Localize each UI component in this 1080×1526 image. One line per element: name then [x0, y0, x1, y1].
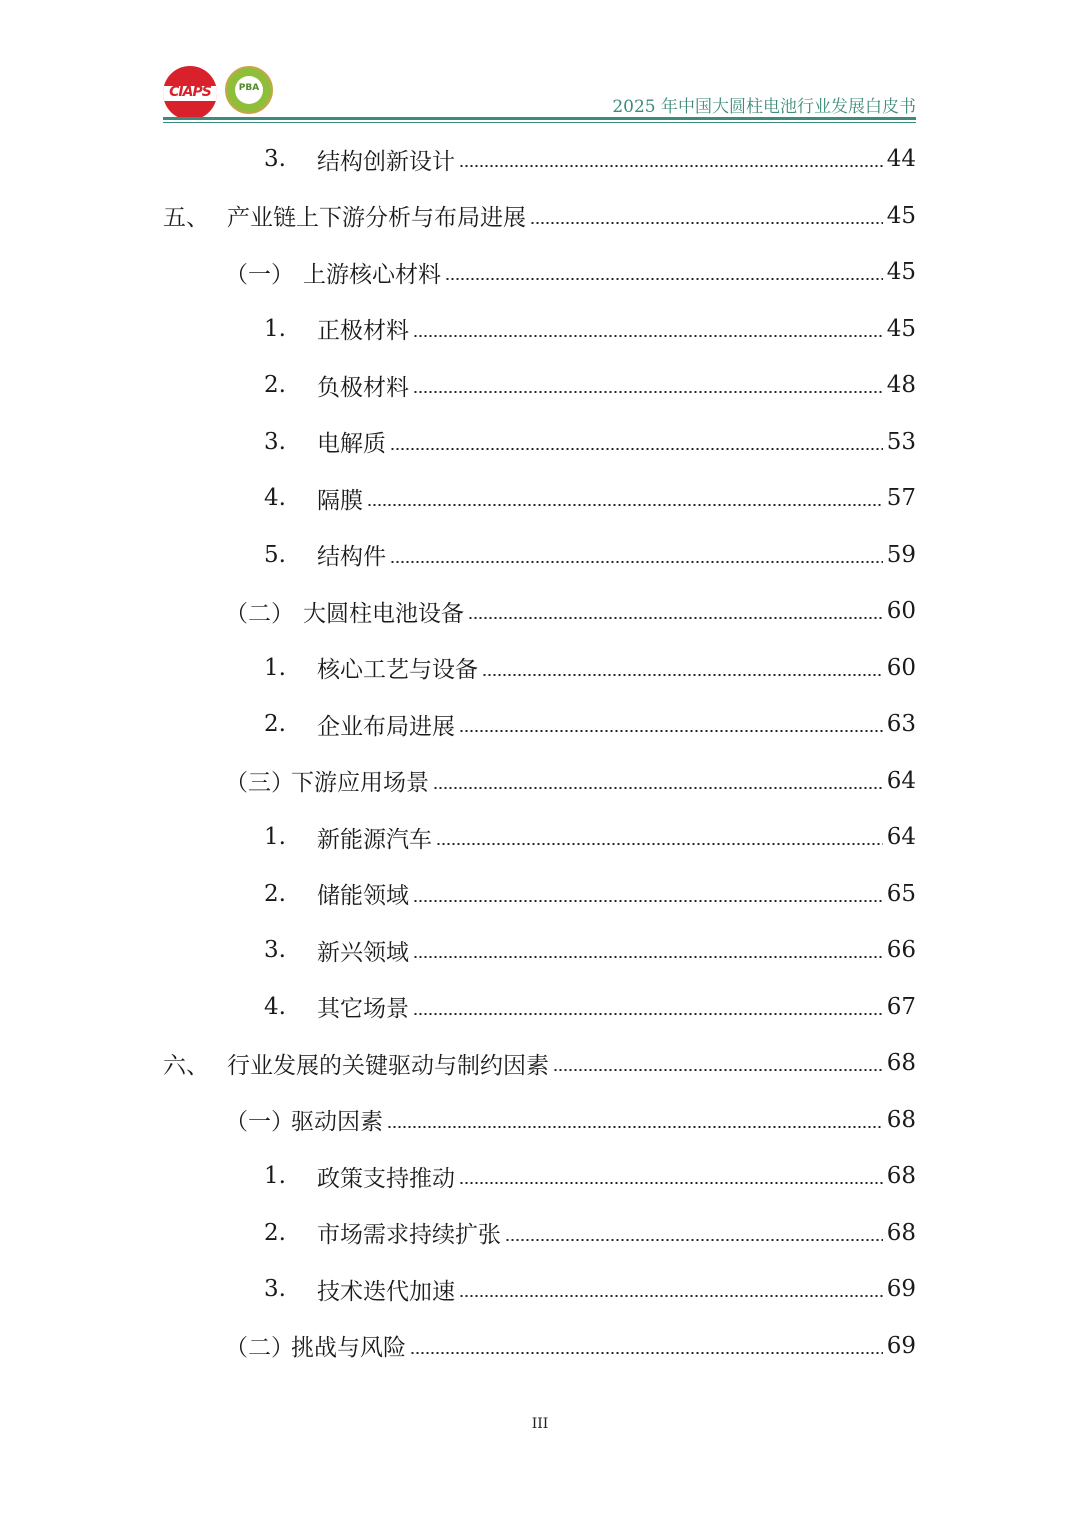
- toc-entry-title: 市场需求持续扩张: [317, 1222, 501, 1248]
- toc-entry-page: 57: [886, 485, 916, 511]
- toc-entry-title: 技术迭代加速: [317, 1278, 455, 1305]
- toc-leader-dots: [530, 222, 883, 224]
- toc-entry[interactable]: [225, 252, 916, 292]
- toc-entry[interactable]: [264, 1156, 916, 1196]
- toc-entry-page: 69: [886, 1332, 916, 1359]
- toc-entry-number: 4.: [264, 993, 286, 1020]
- toc-entry[interactable]: [264, 704, 916, 744]
- toc-entry-page: 60: [886, 654, 916, 681]
- toc-entry[interactable]: [225, 761, 916, 801]
- header-rule-thin: [163, 122, 916, 123]
- toc-leader-dots: [459, 1182, 883, 1184]
- toc-leader-dots: [413, 900, 883, 902]
- toc-entry-page: 45: [886, 315, 916, 342]
- toc-entry-number: 5.: [264, 541, 286, 568]
- toc-entry[interactable]: [225, 1326, 916, 1366]
- toc-entry-title: 其它场景: [317, 996, 409, 1022]
- toc-entry[interactable]: [225, 1100, 916, 1140]
- toc-entry-title: 结构件: [317, 544, 386, 570]
- toc-entry-number: 2.: [264, 880, 286, 907]
- toc-leader-dots: [413, 335, 883, 337]
- toc-entry-title: 下游应用场景: [291, 770, 429, 796]
- toc-entry[interactable]: [264, 987, 916, 1027]
- toc-entry-page: 59: [886, 541, 916, 568]
- toc-entry[interactable]: [225, 591, 916, 631]
- toc-entry-title: 核心工艺与设备: [317, 657, 478, 683]
- toc-entry-page: 67: [886, 993, 916, 1020]
- toc-entry-page: 60: [886, 598, 916, 624]
- toc-entry-page: 69: [886, 1276, 916, 1302]
- toc-entry-number: 3.: [264, 146, 286, 172]
- toc-entry-title: 负极材料: [317, 374, 409, 401]
- toc-leader-dots: [413, 391, 883, 393]
- toc-entry-page: 45: [886, 259, 916, 285]
- toc-entry-number: 1.: [264, 824, 286, 850]
- toc-entry-page: 64: [886, 767, 916, 794]
- page-number: III: [531, 1416, 549, 1432]
- toc-entry-title: 储能领域: [317, 883, 409, 909]
- toc-entry-page: 68: [886, 1106, 916, 1133]
- toc-entry-page: 64: [886, 824, 916, 850]
- toc-entry-number: 1.: [264, 1163, 286, 1189]
- toc-entry-number: 3.: [264, 428, 286, 455]
- toc-entry-number: （二）: [225, 1335, 294, 1361]
- toc-entry-number: （二）: [225, 600, 294, 627]
- toc-entry-title: 上游核心材料: [303, 261, 441, 288]
- toc-leader-dots: [387, 1126, 883, 1128]
- toc-leader-dots: [505, 1239, 883, 1241]
- toc-leader-dots: [436, 843, 883, 845]
- toc-leader-dots: [459, 1295, 883, 1297]
- toc-entry-title: 隔膜: [317, 487, 363, 514]
- toc-entry-number: 五、: [163, 205, 209, 231]
- toc-leader-dots: [413, 1013, 883, 1015]
- toc-entry-number: （一）: [225, 261, 294, 288]
- toc-entry-title: 产业链上下游分析与布局进展: [227, 205, 526, 231]
- toc-entry-title: 政策支持推动: [317, 1165, 455, 1192]
- toc-leader-dots: [433, 787, 883, 789]
- toc-entry[interactable]: [264, 930, 916, 970]
- header-rule: [163, 117, 916, 120]
- toc-entry-page: 65: [886, 880, 916, 907]
- toc-entry-title: 新兴领域: [317, 939, 409, 966]
- document-title: 2025 年中国大圆柱电池行业发展白皮书: [612, 97, 916, 117]
- toc-entry[interactable]: [264, 139, 916, 179]
- toc-entry-number: 4.: [264, 485, 286, 511]
- toc-entry-number: （三）: [225, 770, 294, 796]
- toc-entry[interactable]: [264, 648, 916, 688]
- toc-entry[interactable]: [264, 1269, 916, 1309]
- toc-entry-title: 新能源汽车: [317, 826, 432, 853]
- toc-entry-page: 48: [886, 372, 916, 398]
- toc-entry-page: 66: [886, 937, 916, 963]
- toc-entry[interactable]: [264, 422, 916, 462]
- toc-entry-number: 1.: [264, 315, 286, 342]
- toc-entry-title: 大圆柱电池设备: [303, 600, 464, 627]
- toc-entry[interactable]: [264, 1213, 916, 1253]
- pba-logo: PBA: [225, 66, 273, 114]
- toc-entry-page: 63: [886, 711, 916, 737]
- toc-entry-title: 企业布局进展: [317, 713, 455, 740]
- toc-leader-dots: [459, 730, 883, 732]
- toc-entry-page: 53: [886, 428, 916, 455]
- toc-entry-title: 正极材料: [317, 318, 409, 344]
- toc-leader-dots: [445, 278, 883, 280]
- toc-entry[interactable]: [264, 874, 916, 914]
- toc-entry-number: 六、: [163, 1052, 209, 1079]
- toc-entry-number: 2.: [264, 372, 286, 398]
- toc-entry-title: 行业发展的关键驱动与制约因素: [227, 1052, 549, 1079]
- toc-entry-number: 2.: [264, 711, 286, 737]
- toc-entry[interactable]: [264, 478, 916, 518]
- toc-entry-page: 68: [886, 1219, 916, 1246]
- toc-leader-dots: [367, 504, 883, 506]
- toc-leader-dots: [482, 674, 883, 676]
- toc-entry-title: 挑战与风险: [291, 1335, 406, 1361]
- toc-entry-title: 驱动因素: [291, 1109, 383, 1135]
- toc-entry[interactable]: [264, 365, 916, 405]
- toc-entry-number: 2.: [264, 1219, 286, 1246]
- toc-entry[interactable]: [163, 1043, 916, 1083]
- toc-entry-title: 结构创新设计: [317, 148, 455, 175]
- toc-entry[interactable]: [264, 817, 916, 857]
- toc-entry[interactable]: [163, 196, 916, 236]
- toc-leader-dots: [413, 956, 883, 958]
- toc-leader-dots: [390, 448, 883, 450]
- toc-leader-dots: [553, 1069, 883, 1071]
- toc-entry-number: （一）: [225, 1109, 294, 1135]
- toc-entry-page: 68: [886, 1050, 916, 1076]
- toc-entry-page: 44: [886, 146, 916, 172]
- toc-leader-dots: [459, 165, 883, 167]
- toc-leader-dots: [468, 617, 883, 619]
- toc-leader-dots: [410, 1352, 883, 1354]
- toc-entry-title: 电解质: [317, 431, 386, 457]
- toc-entry-page: 45: [886, 202, 916, 229]
- toc-entry-number: 1.: [264, 654, 286, 681]
- toc-entry[interactable]: [264, 309, 916, 349]
- toc-leader-dots: [390, 561, 883, 563]
- ciaps-logo: CIAPS: [163, 66, 217, 120]
- toc-entry[interactable]: [264, 535, 916, 575]
- toc-entry-page: 68: [886, 1163, 916, 1189]
- toc-entry-number: 3.: [264, 1276, 286, 1302]
- toc-entry-number: 3.: [264, 937, 286, 963]
